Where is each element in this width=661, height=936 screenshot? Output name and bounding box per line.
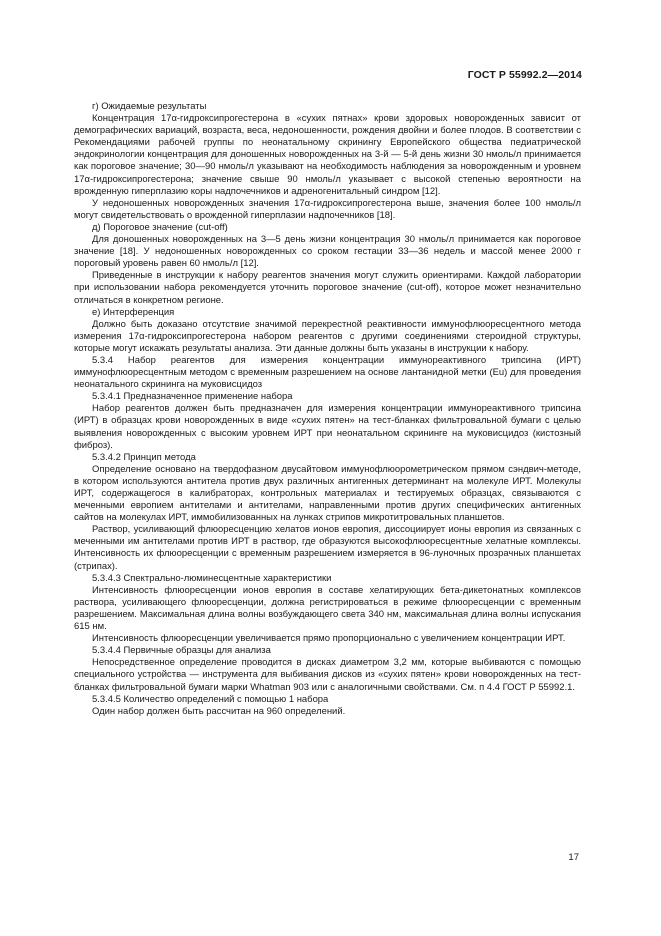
paragraph: У недоношенных новорожденных значения 17α-гидроксипрогестерона выше, значения более 100 нмоль/л могут свидетельствовать о врожденной гиперплазии надпочечников [18]. — [74, 197, 581, 221]
paragraph: Непосредственное определение проводится в дисках диаметром 3,2 мм, которые выбиваются с помощью специального устройства — инструмента для выбивания дисков из «сухих пятен» крови новорожденных на тест-бланках фильтровальной бумаги марки Whatman 903 или с аналогичными свойствами. См. п 4.4 ГОСТ Р 55992.1. — [74, 657, 581, 693]
paragraph: Для доношенных новорожденных на 3—5 день жизни концентрация 30 нмоль/л принимается как пороговое значение [18]. У недоношенных новорожденных со сроком гестации 33—36 недель и массой менее 2000 г пороговый уровень равен 60 нмоль/л [12]. — [74, 234, 581, 270]
section-heading-5-3-4-5: 5.3.4.5 Количество определений с помощью 1 набора — [92, 693, 329, 705]
paragraph: Один набор должен быть рассчитан на 960 определений. — [92, 705, 346, 717]
page-number: 17 — [568, 852, 579, 863]
paragraph: Раствор, усиливающий флюоресценцию хелатов ионов европия, диссоциирует ионы европия из связанных с меченными им антителами против ИРТ в раствор, где образуются высокофлюоресцентные хелатные комплексы. Интенсивность их флюоресценции с временным разрешением измеряется в 96-луночных прозрачных планшетах (стрипах). — [74, 524, 581, 572]
paragraph: Приведенные в инструкции к набору реагентов значения могут служить ориентирами. Каждой лаборатории при использовании набора рекомендуется уточнить пороговое значение (cut-off), которое может незначительно отличаться в конкретном регионе. — [74, 270, 581, 306]
paragraph: Набор реагентов должен быть предназначен для измерения концентрации иммунореактивного трипсина (ИРТ) в образцах крови новорожденных в виде «сухих пятен» на тест-бланках фильтровальной бумаги с целью выявления новорожденных с высоким уровнем ИРТ при неонатальном скрининге на муковисцидоз (кистозный фиброз). — [74, 403, 581, 451]
document-header: ГОСТ Р 55992.2—2014 — [467, 69, 582, 81]
heading-cutoff: д) Пороговое значение (cut-off) — [92, 221, 228, 233]
section-heading-5-3-4-4: 5.3.4.4 Первичные образцы для анализа — [92, 645, 271, 657]
paragraph: Интенсивность флюоресценции увеличивается прямо пропорционально с увеличением концентрации ИРТ. — [92, 633, 566, 645]
section-heading-5-3-4-3: 5.3.4.3 Спектрально-люминесцентные характеристики — [92, 572, 332, 584]
heading-interference: е) Интерференция — [92, 306, 175, 318]
section-heading-5-3-4: 5.3.4 Набор реагентов для измерения концентрации иммунореактивного трипсина (ИРТ) иммунофлюоресцентным методом с временным разрешением на основе лантанидной метки (Eu) для проведения неонатального скрининга на муковисцидоз — [74, 354, 581, 391]
paragraph: Определение основано на твердофазном двусайтовом иммунофлюорометрическом прямом сэндвич-методе, в котором используются антитела против двух различных антигенных детерминант на молекуле ИРТ. Молекулы ИРТ, содержащегося в калибраторах, контрольных материалах и тестируемых образцах, связываются с меченными европием антителами и антителами, направленными против других специфических антигенных сайтов на молекулах ИРТ, иммобилизованных на лунках стрипов микротитровальных планшетов. — [74, 463, 581, 524]
page-body — [74, 101, 581, 718]
section-heading-5-3-4-2: 5.3.4.2 Принцип метода — [92, 451, 196, 463]
paragraph: Концентрация 17α-гидроксипрогестерона в «сухих пятнах» крови здоровых новорожденных зависит от демографических вариаций, возраста, веса, недоношенности, рождения двойни и более плодов. В соответствии с Рекомендациями рабочей группы по неонатальному скринингу Европейского общества педиатрической эндокринологии концентрация для доношенных новорожденных на 3-й — 5-й день жизни 30 нмоль/л принимается как пороговое значение; 30—90 нмоль/л указывают на необходимость наблюдения за новорожденным и уровнем 17α-гидроксипрогестерона; значение свыше 90 нмоль/л указывает с высокой степенью вероятности на врожденную гиперплазию коры надпочечников и адреногенитальный синдром [12]. — [74, 113, 581, 197]
paragraph: Интенсивность флюоресценции ионов европия в составе хелатирующих бета-дикетонатных комплексов раствора, усиливающего флюоресценции, должна регистрироваться в режиме флюоресценции с временным разрешением. Максимальная длина волны возбуждающего света 340 нм, максимальная длина волны испускания 615 нм. — [74, 584, 581, 633]
paragraph: Должно быть доказано отсутствие значимой перекрестной реактивности иммунофлюоресцентного метода измерения 17α-гидроксипрогестерона набором реагентов с другими соединениями стероидной структуры, которые могут искажать результаты анализа. Эти данные должны быть указаны в инструкции к набору. — [74, 318, 581, 354]
heading-expected-results: г) Ожидаемые результаты — [92, 101, 207, 112]
section-heading-5-3-4-1: 5.3.4.1 Предназначенное применение набора — [92, 391, 293, 403]
